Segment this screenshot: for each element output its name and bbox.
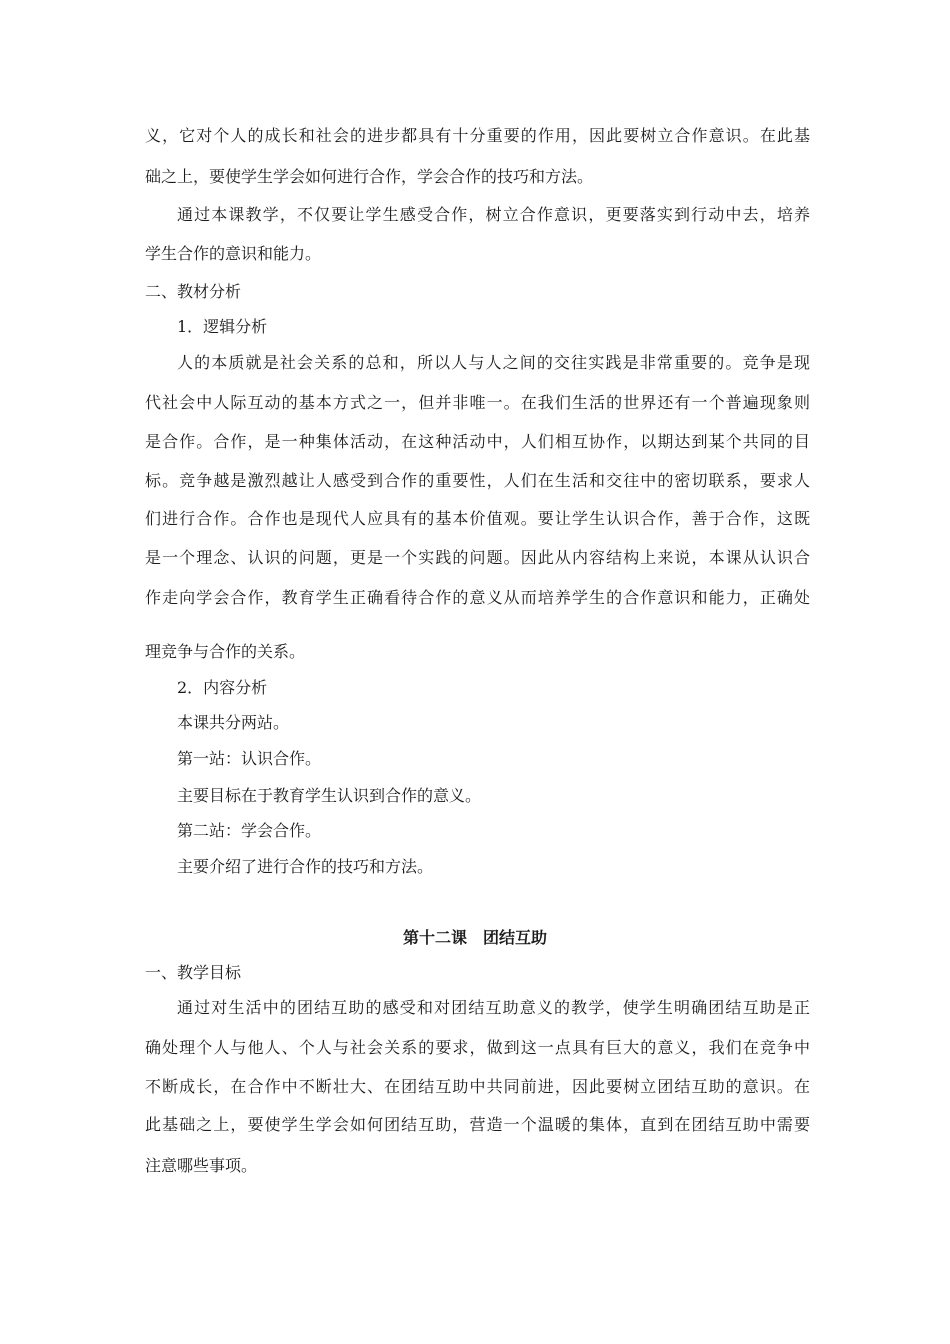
paragraph-line: 学生合作的意识和能力。 [145, 244, 322, 263]
paragraph-line: 注意哪些事项。 [145, 1156, 258, 1175]
paragraph-line: 第一站：认识合作。 [177, 749, 322, 768]
paragraph-line: 不断成长，在合作中不断壮大、在团结互助中共同前进，因此要树立团结互助的意识。在 [145, 1077, 810, 1096]
paragraph-line: 代社会中人际互动的基本方式之一，但并非唯一。在我们生活的世界还有一个普遍现象则 [145, 393, 810, 412]
paragraph-line: 此基础之上，要使学生学会如何团结互助，营造一个温暖的集体，直到在团结互助中需要 [145, 1115, 810, 1134]
subsection-heading: 2．内容分析 [177, 678, 268, 697]
paragraph-line: 作走向学会合作，教育学生正确看待合作的意义从而培养学生的合作意识和能力，正确处 [145, 588, 810, 607]
paragraph-line: 理竞争与合作的关系。 [145, 642, 306, 661]
paragraph-line: 人的本质就是社会关系的总和，所以人与人之间的交往实践是非常重要的。竞争是现 [177, 353, 810, 372]
paragraph-line: 们进行合作。合作也是现代人应具有的基本价值观。要让学生认识合作，善于合作，这既 [145, 509, 810, 528]
paragraph-line: 主要介绍了进行合作的技巧和方法。 [177, 857, 434, 876]
subsection-heading: 1．逻辑分析 [177, 317, 268, 336]
paragraph-line: 标。竞争越是激烈越让人感受到合作的重要性，人们在生活和交往中的密切联系，要求人 [145, 471, 810, 490]
paragraph-line: 第二站：学会合作。 [177, 821, 322, 840]
paragraph-line: 础之上，要使学生学会如何进行合作，学会合作的技巧和方法。 [145, 167, 594, 186]
paragraph-line: 是一个理念、认识的问题，更是一个实践的问题。因此从内容结构上来说，本课从认识合 [145, 548, 810, 567]
paragraph-line: 确处理个人与他人、个人与社会关系的要求，做到这一点具有巨大的意义，我们在竞争中 [145, 1038, 810, 1057]
paragraph-line: 通过本课教学，不仅要让学生感受合作，树立合作意识，更要落实到行动中去，培养 [177, 205, 810, 224]
paragraph-line: 是合作。合作，是一种集体活动，在这种活动中，人们相互协作，以期达到某个共同的目 [145, 432, 810, 451]
paragraph-line: 通过对生活中的团结互助的感受和对团结互助意义的教学，使学生明确团结互助是正 [177, 998, 810, 1017]
section-heading: 一、教学目标 [145, 963, 242, 982]
paragraph-line: 主要目标在于教育学生认识到合作的意义。 [177, 786, 482, 805]
lesson-title: 第十二课 团结互助 [402, 928, 547, 947]
section-heading: 二、教材分析 [145, 282, 242, 301]
paragraph-line: 本课共分两站。 [177, 713, 290, 732]
paragraph-line: 义，它对个人的成长和社会的进步都具有十分重要的作用，因此要树立合作意识。在此基 [145, 126, 810, 145]
